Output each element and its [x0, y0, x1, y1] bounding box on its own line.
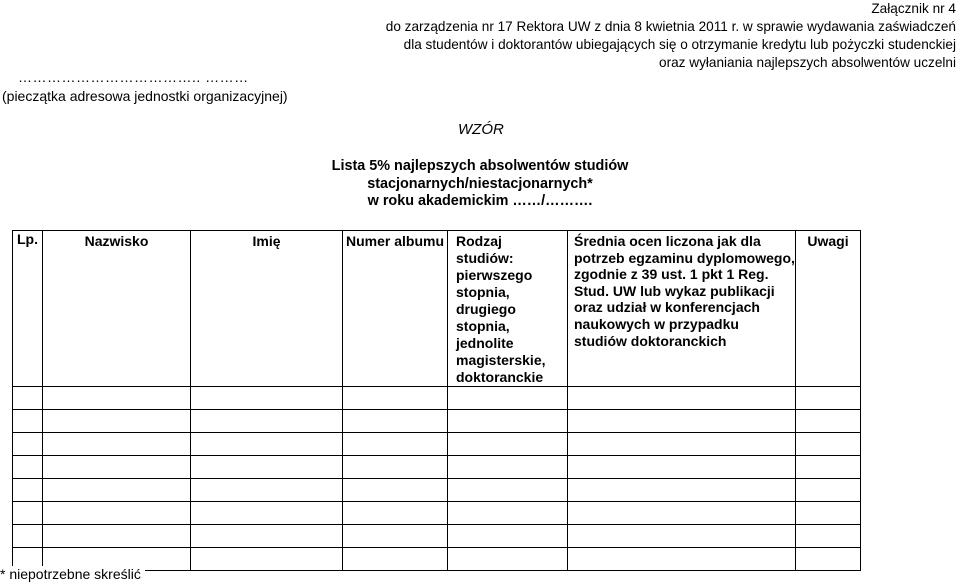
table-body: [13, 387, 861, 571]
table-cell: [191, 502, 343, 525]
table-cell: [796, 502, 861, 525]
header-line-graduates: oraz wyłaniania najlepszych absolwentów uczelni: [659, 55, 956, 70]
table-cell: [191, 548, 343, 571]
column-header-srednia-ocen: Średnia ocen liczona jak dla potrzeb egzaminu dyplomowego, zgodnie z 39 ust. 1 pkt 1 Reg. Stud. UW lub wykaz publikacji oraz udział w konferencjach naukowych w przypadku studiów doktoranckich: [568, 231, 796, 387]
table-cell: [343, 479, 448, 502]
footnote: * niepotrzebne skreślić: [0, 566, 145, 582]
table-row: [13, 387, 861, 410]
column-header-nazwisko: Nazwisko: [43, 231, 191, 387]
column-header-numer-albumu: Numer albumu: [343, 231, 448, 387]
template-label: WZÓR: [458, 121, 504, 138]
table-cell: [448, 410, 568, 433]
table-cell: [13, 387, 43, 410]
header-line-attachment-number: Załącznik nr 4: [871, 1, 956, 16]
table-cell: [191, 479, 343, 502]
table-cell: [343, 410, 448, 433]
table-cell: [796, 525, 861, 548]
table-cell: [448, 502, 568, 525]
stamp-dots: ……………………………….. ………: [18, 69, 249, 85]
header-line-ordinance: do zarządzenia nr 17 Rektora UW z dnia 8 kwietnia 2011 r. w sprawie wydawania zaświadczeń: [385, 19, 956, 34]
table-cell: [448, 456, 568, 479]
table-cell: [13, 456, 43, 479]
title-line-2: stacjonarnych/niestacjonarnych*: [367, 175, 593, 192]
table-cell: [448, 433, 568, 456]
table-cell: [796, 387, 861, 410]
table-cell: [568, 387, 796, 410]
table-cell: [448, 479, 568, 502]
document-title: [0, 158, 960, 211]
title-line-1: Lista 5% najlepszych absolwentów studiów: [331, 158, 629, 174]
table-cell: [13, 502, 43, 525]
rodzaj-line: Rodzaj: [456, 233, 502, 249]
column-header-imie: Imię: [191, 231, 343, 387]
table-cell: [448, 387, 568, 410]
table-cell: [568, 410, 796, 433]
table-row: [13, 502, 861, 525]
rodzaj-line: jednolite: [456, 335, 514, 351]
table-cell: [43, 456, 191, 479]
stamp-label: (pieczątka adresowa jednostki organizacyjnej): [2, 88, 288, 104]
table-header-row: [13, 231, 861, 387]
table-cell: [796, 410, 861, 433]
table-cell: [796, 548, 861, 571]
table-cell: [43, 410, 191, 433]
table-row: [13, 410, 861, 433]
rodzaj-line: stopnia,: [456, 318, 510, 334]
attachment-header: [386, 0, 956, 72]
table-cell: [43, 525, 191, 548]
table-cell: [343, 502, 448, 525]
table-cell: [568, 433, 796, 456]
table-cell: [568, 456, 796, 479]
table-cell: [43, 433, 191, 456]
table-cell: [343, 433, 448, 456]
table-row: [13, 456, 861, 479]
rodzaj-line: pierwszego: [456, 267, 533, 283]
table-cell: [448, 525, 568, 548]
column-header-uwagi: Uwagi: [796, 231, 861, 387]
header-line-students: dla studentów i doktorantów ubiegających się o otrzymanie kredytu lub pożyczki studenckiej: [403, 37, 956, 52]
rodzaj-line: doktoranckie: [456, 369, 544, 385]
table-cell: [13, 525, 43, 548]
stamp-area: [2, 68, 288, 106]
table-cell: [43, 479, 191, 502]
table-cell: [343, 456, 448, 479]
table-cell: [448, 548, 568, 571]
table-cell: [13, 479, 43, 502]
table-row: [13, 433, 861, 456]
column-header-lp: Lp.: [13, 231, 43, 387]
rodzaj-line: stopnia,: [456, 284, 510, 300]
table-cell: [43, 502, 191, 525]
table-cell: [796, 433, 861, 456]
title-line-3: w roku akademickim ……/……….: [367, 193, 593, 209]
table-cell: [796, 456, 861, 479]
rodzaj-line: drugiego: [456, 301, 516, 317]
table-cell: [13, 410, 43, 433]
table-cell: [796, 479, 861, 502]
table-cell: [568, 548, 796, 571]
table-cell: [343, 387, 448, 410]
table-row: [13, 479, 861, 502]
table-cell: [191, 433, 343, 456]
table-cell: [343, 548, 448, 571]
column-header-rodzaj-studiow: [448, 231, 568, 387]
table-cell: [191, 410, 343, 433]
table-cell: [191, 387, 343, 410]
rodzaj-line: studiów:: [456, 250, 514, 266]
table-row: [13, 525, 861, 548]
table-cell: [343, 525, 448, 548]
table-cell: [191, 525, 343, 548]
graduates-table: [12, 230, 861, 571]
rodzaj-line: magisterskie,: [456, 352, 546, 368]
table-cell: [568, 525, 796, 548]
table-cell: [568, 502, 796, 525]
table-cell: [191, 456, 343, 479]
table-cell: [568, 479, 796, 502]
table-cell: [43, 387, 191, 410]
table-cell: [13, 433, 43, 456]
